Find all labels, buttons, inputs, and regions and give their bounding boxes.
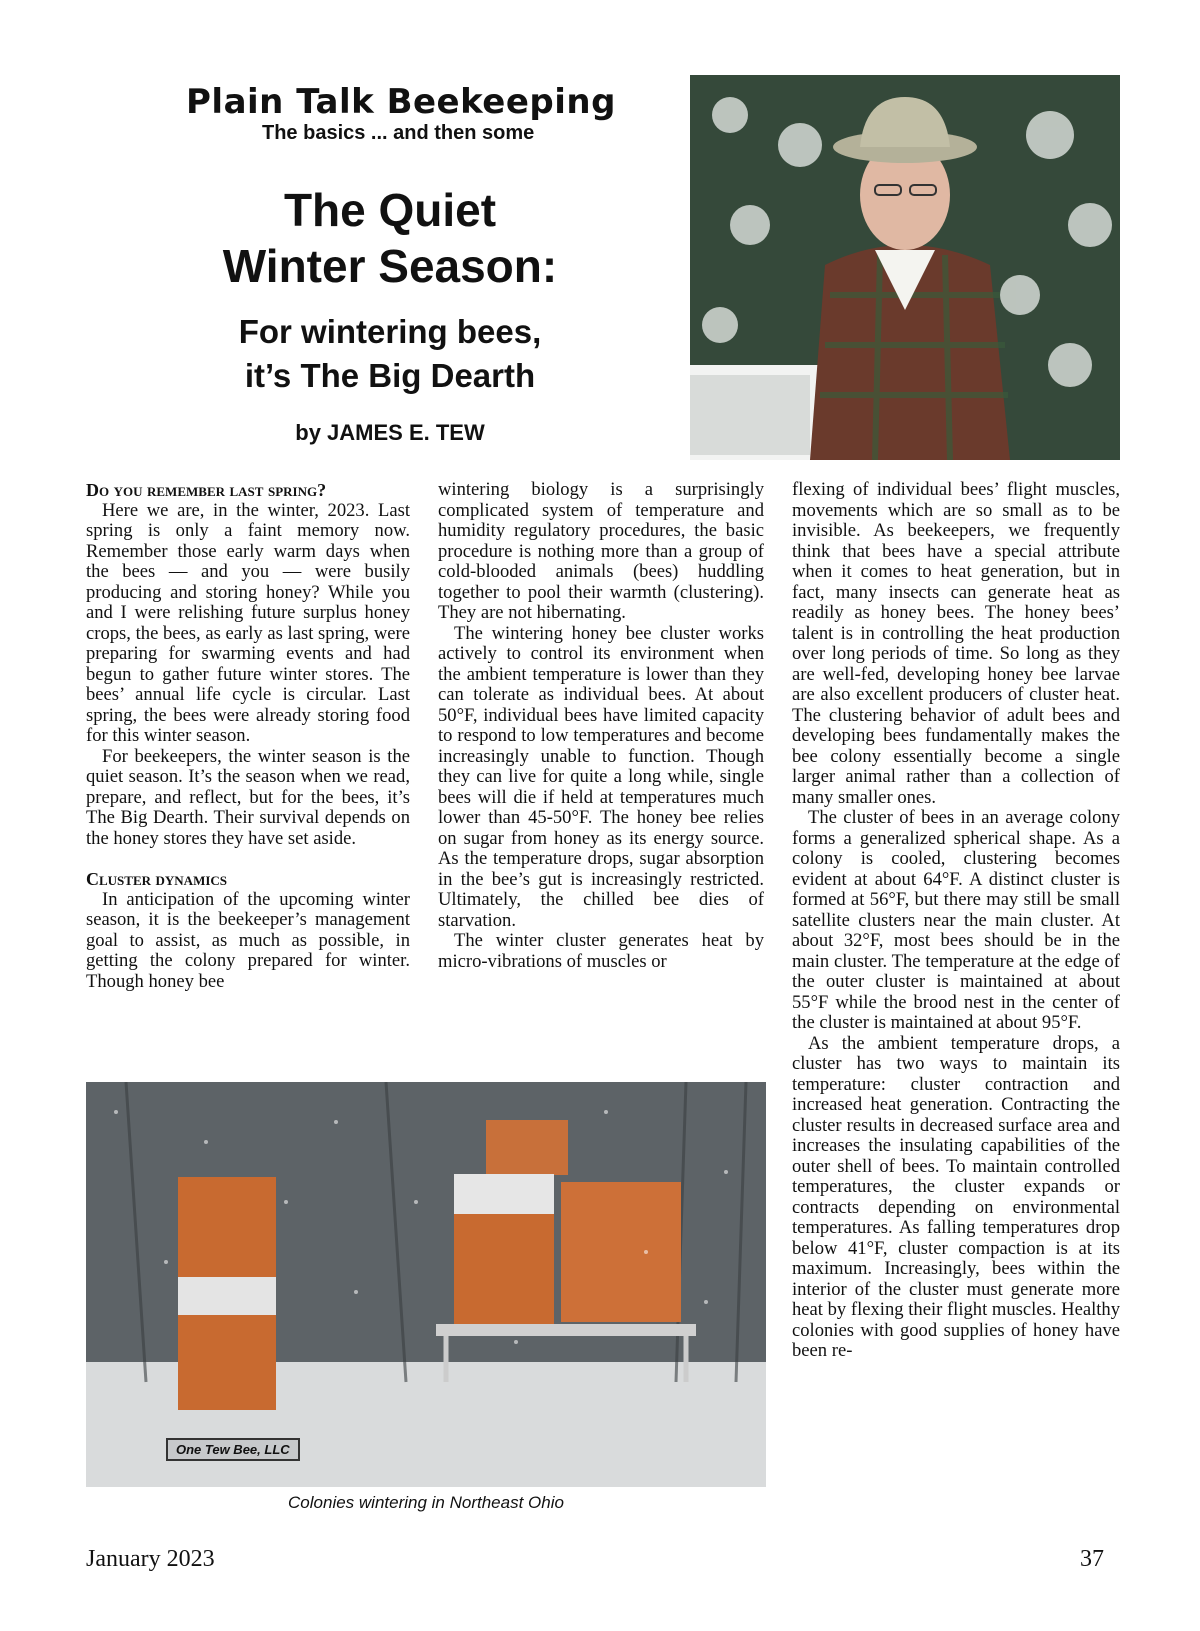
paragraph-5-continued: flexing of individual bees’ flight muscles, movements which are so small as to be invisible. As beekeepers, we frequently think that bees have a special attribute when it comes to heat generation, but in fact, many insects can generate heat as readily as honey bees. The honey bees’ talent is in controlling the heat production over long periods of time. So long as they are well-fed, developing honey bee larvae are also excellent producers of cluster heat. The clustering behavior of adult bees and developing bees fundamentally makes the bee colony essentially become a single larger animal rather than a collection of many smaller ones.: [792, 480, 1120, 808]
page-number: 37: [1080, 1546, 1104, 1572]
author-photo-illustration: [690, 75, 1120, 460]
article-column-2: [438, 480, 764, 1070]
paragraph-6: The cluster of bees in an average colony forms a generalized spherical shape. As a colony is cooled, clustering becomes evident at about 64°F. A distinct cluster is formed at 56°F, but there may still be small satellite clusters near the main cluster. At about 32°F, most bees should be in the main cluster. The temperature at the edge of the outer cluster is maintained at about 55°F while the brood nest in the center of the cluster is maintained at about 95°F.: [792, 807, 1120, 1033]
photo-credit-watermark: One Tew Bee, LLC: [166, 1438, 300, 1461]
title-line-1: The Quiet: [283, 184, 497, 236]
section-heading-spring: Do you remember last spring?: [86, 480, 327, 500]
series-tagline: The basics ... and then some: [262, 122, 535, 144]
paragraph-1: Here we are, in the winter, 2023. Last spring is only a faint memory now. Remember those early warm days when the bees — and you — were busily producing and storing honey? While you and I were relishing future surplus honey crops, the bees, as early as last spring, were preparing for swarming events and had begun to gather future winter stores. The bees’ annual life cycle is circular. Last spring, the bees were already storing food for this winter season.: [86, 499, 410, 746]
byline: by JAMES E. TEW: [295, 420, 485, 445]
photo-caption: Colonies wintering in Northeast Ohio: [288, 1493, 564, 1512]
article-subtitle: [160, 310, 620, 398]
paragraph-3-continued: wintering biology is a surprisingly complicated system of temperature and humidity regulatory procedures, the basic procedure is nothing more than a group of cold-blooded animals (bees) huddling together to pool their warmth (clustering). They are not hibernating.: [438, 480, 764, 623]
paragraph-5: The winter cluster generates heat by micro-vibrations of muscles or: [438, 930, 764, 972]
article-column-3: [792, 480, 1120, 1520]
series-title: Plain Talk Beekeeping: [186, 82, 616, 122]
article-column-1: [86, 480, 410, 1070]
title-line-2: Winter Season:: [222, 240, 558, 292]
subtitle-line-1: For wintering bees,: [238, 313, 542, 350]
section-heading-cluster: Cluster dynamics: [86, 869, 228, 889]
paragraph-2: For beekeepers, the winter season is the quiet season. It’s the season when we read, prepare, and reflect, but for the bees, it’s The Big Dearth. Their survival depends on the honey stores they have set aside.: [86, 745, 410, 849]
paragraph-4: The wintering honey bee cluster works actively to control its environment when the ambient temperature is lower than they can tolerate as individual bees. At about 50°F, individual bees have limited capacity to respond to low temperatures and become increasingly unable to function. Though they can live for quite a long while, single bees will die if held at temperatures much lower than 45-50°F. The honey bee relies on sugar from honey as its energy source. As the temperature drops, sugar absorption in the bee’s gut is increasingly restricted. Ultimately, the chilled bee dies of starvation.: [438, 622, 764, 931]
colonies-photo: [86, 1082, 766, 1487]
article-title: [160, 182, 620, 294]
subtitle-line-2: it’s The Big Dearth: [244, 357, 536, 394]
paragraph-7: As the ambient temperature drops, a cluster has two ways to maintain its temperature: cluster contraction and increased heat generation. Contracting the cluster results in decreased surface area and increases the insulating capabilities of the outer shell of bees. To maintain controlled temperatures, the cluster expands or contracts depending on environmental temperatures. As falling temperatures drop below 41°F, cluster compaction is at its maximum. Increasingly, bees within the interior of the cluster must generate more heat by flexing their flight muscles. Healthy colonies with good supplies of honey have been re-: [792, 1032, 1120, 1361]
author-photo: [690, 75, 1120, 460]
colonies-photo-illustration: [86, 1082, 766, 1487]
issue-date: January 2023: [86, 1546, 215, 1572]
paragraph-3: In anticipation of the upcoming winter season, it is the beekeeper’s management goal to assist, as much as possible, in getting the colony prepared for winter. Though honey bee: [86, 888, 410, 992]
